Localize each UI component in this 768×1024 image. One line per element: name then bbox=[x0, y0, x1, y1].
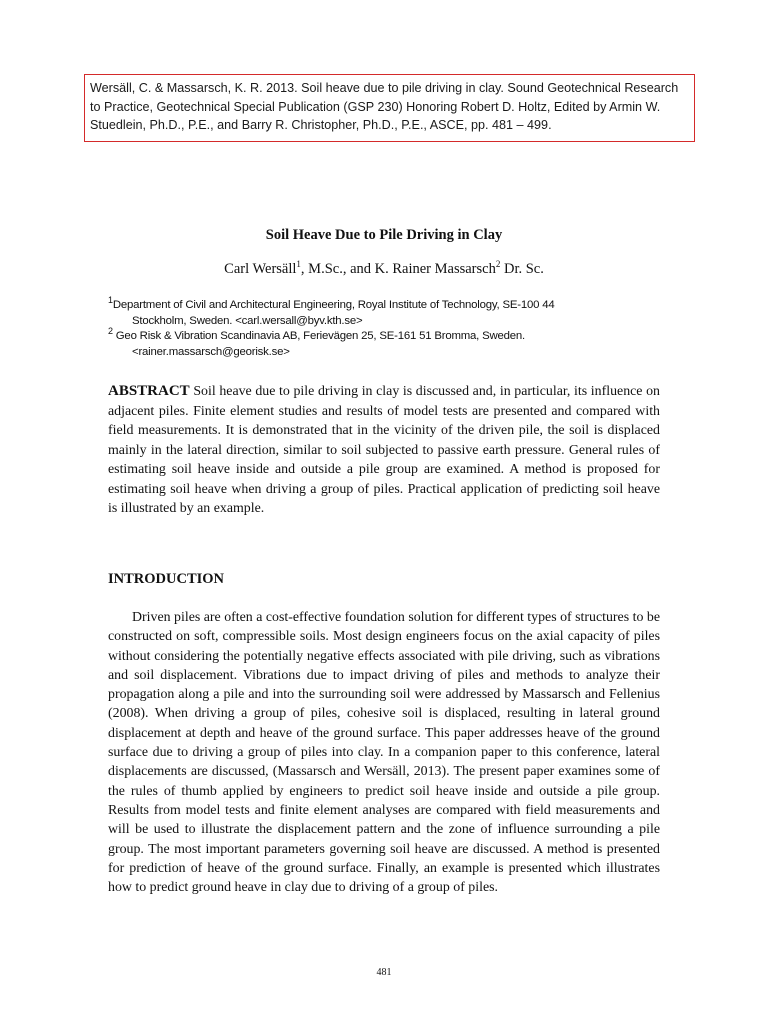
citation-box bbox=[84, 74, 695, 142]
affiliations bbox=[108, 295, 668, 360]
author-2-degree: Dr. Sc. bbox=[500, 261, 544, 277]
citation-text: Wersäll, C. & Massarsch, K. R. 2013. Soil heave due to pile driving in clay. Sound Geotechnical Research to Practice, Geotechnical Special Publication (GSP 230) Honoring Robert D. Holtz, Edited by Armin W. Stuedlein, Ph.D., P.E., and Barry R. Christopher, Ph.D., P.E., ASCE, pp. 481 – 499. bbox=[90, 81, 679, 132]
author-2-affiliation-mark: 2 bbox=[495, 259, 501, 270]
abstract-label: ABSTRACT bbox=[108, 383, 190, 399]
introduction-heading: INTRODUCTION bbox=[108, 571, 225, 587]
paper-title: Soil Heave Due to Pile Driving in Clay bbox=[265, 227, 503, 243]
affiliation-1-mark: 1 bbox=[108, 295, 113, 306]
affiliation-1-line-1: Department of Civil and Architectural Engineering, Royal Institute of Technology, SE-100 44 bbox=[112, 299, 555, 311]
affiliation-2-line-1: Geo Risk & Vibration Scandinavia AB, Ferievägen 25, SE-161 51 Bromma, Sweden. bbox=[112, 330, 526, 342]
author-1-name: Carl Wersäll bbox=[224, 261, 297, 277]
page-number: 481 bbox=[376, 967, 392, 978]
abstract-text: Soil heave due to pile driving in clay is discussed and, in particular, its influence on adjacent piles. Finite element studies and results of model tests are presented and compared with field measurements. It is demonstrated that in the vicinity of the driven pile, the soil is displaced mainly in the lateral direction, similar to soil subjected to passive earth pressure. General rules of estimating soil heave inside and outside a pile group are examined. A method is proposed for estimating soil heave when driving a group of piles. Practical application of predicting soil heave is illustrated by an example. bbox=[108, 384, 660, 516]
author-line bbox=[0, 261, 768, 278]
abstract bbox=[108, 382, 660, 519]
author-1-degree: , M.Sc., and K. Rainer Massarsch bbox=[300, 261, 496, 277]
affiliation-2-line-2: <rainer.massarsch@georisk.se> bbox=[132, 345, 290, 358]
introduction-paragraph: Driven piles are often a cost-effective foundation solution for different types of structures to be constructed on soft, compressible soils. Most design engineers focus on the axial capacity of piles without considering the potentially negative effects associated with pile driving, such as vibrations and soil displacement. Vibrations due to impact driving of piles and methods to analyze their propagation along a pile and into the surrounding soil were addressed by Massarsch and Fellenius (2008). When driving a group of piles, cohesive soil is displaced, resulting in lateral ground displacement at depth and heave of the ground surface. This paper addresses heave of the ground surface due to driving a group of piles into clay. In a companion paper to this conference, lateral displacements are discussed, (Massarsch and Wersäll, 2013). The present paper examines some of the rules of thumb applied by engineers to predict soil heave inside and outside a pile group. Results from model tests and finite element analyses are compared with field measurements and will be used to illustrate the displacement pattern and the zone of influence surrounding a pile group. The most important parameters governing soil heave are discussed. A method is presented for prediction of heave of the ground surface. Finally, an example is presented which illustrates how to predict ground heave in clay due to driving of a group of piles. bbox=[108, 610, 660, 896]
affiliation-1 bbox=[108, 295, 668, 314]
affiliation-1-line-2: Stockholm, Sweden. <carl.wersall@byv.kth.se> bbox=[132, 314, 363, 327]
affiliation-2-mark: 2 bbox=[108, 326, 113, 337]
author-1-affiliation-mark: 1 bbox=[296, 259, 301, 270]
affiliation-2 bbox=[108, 326, 668, 345]
